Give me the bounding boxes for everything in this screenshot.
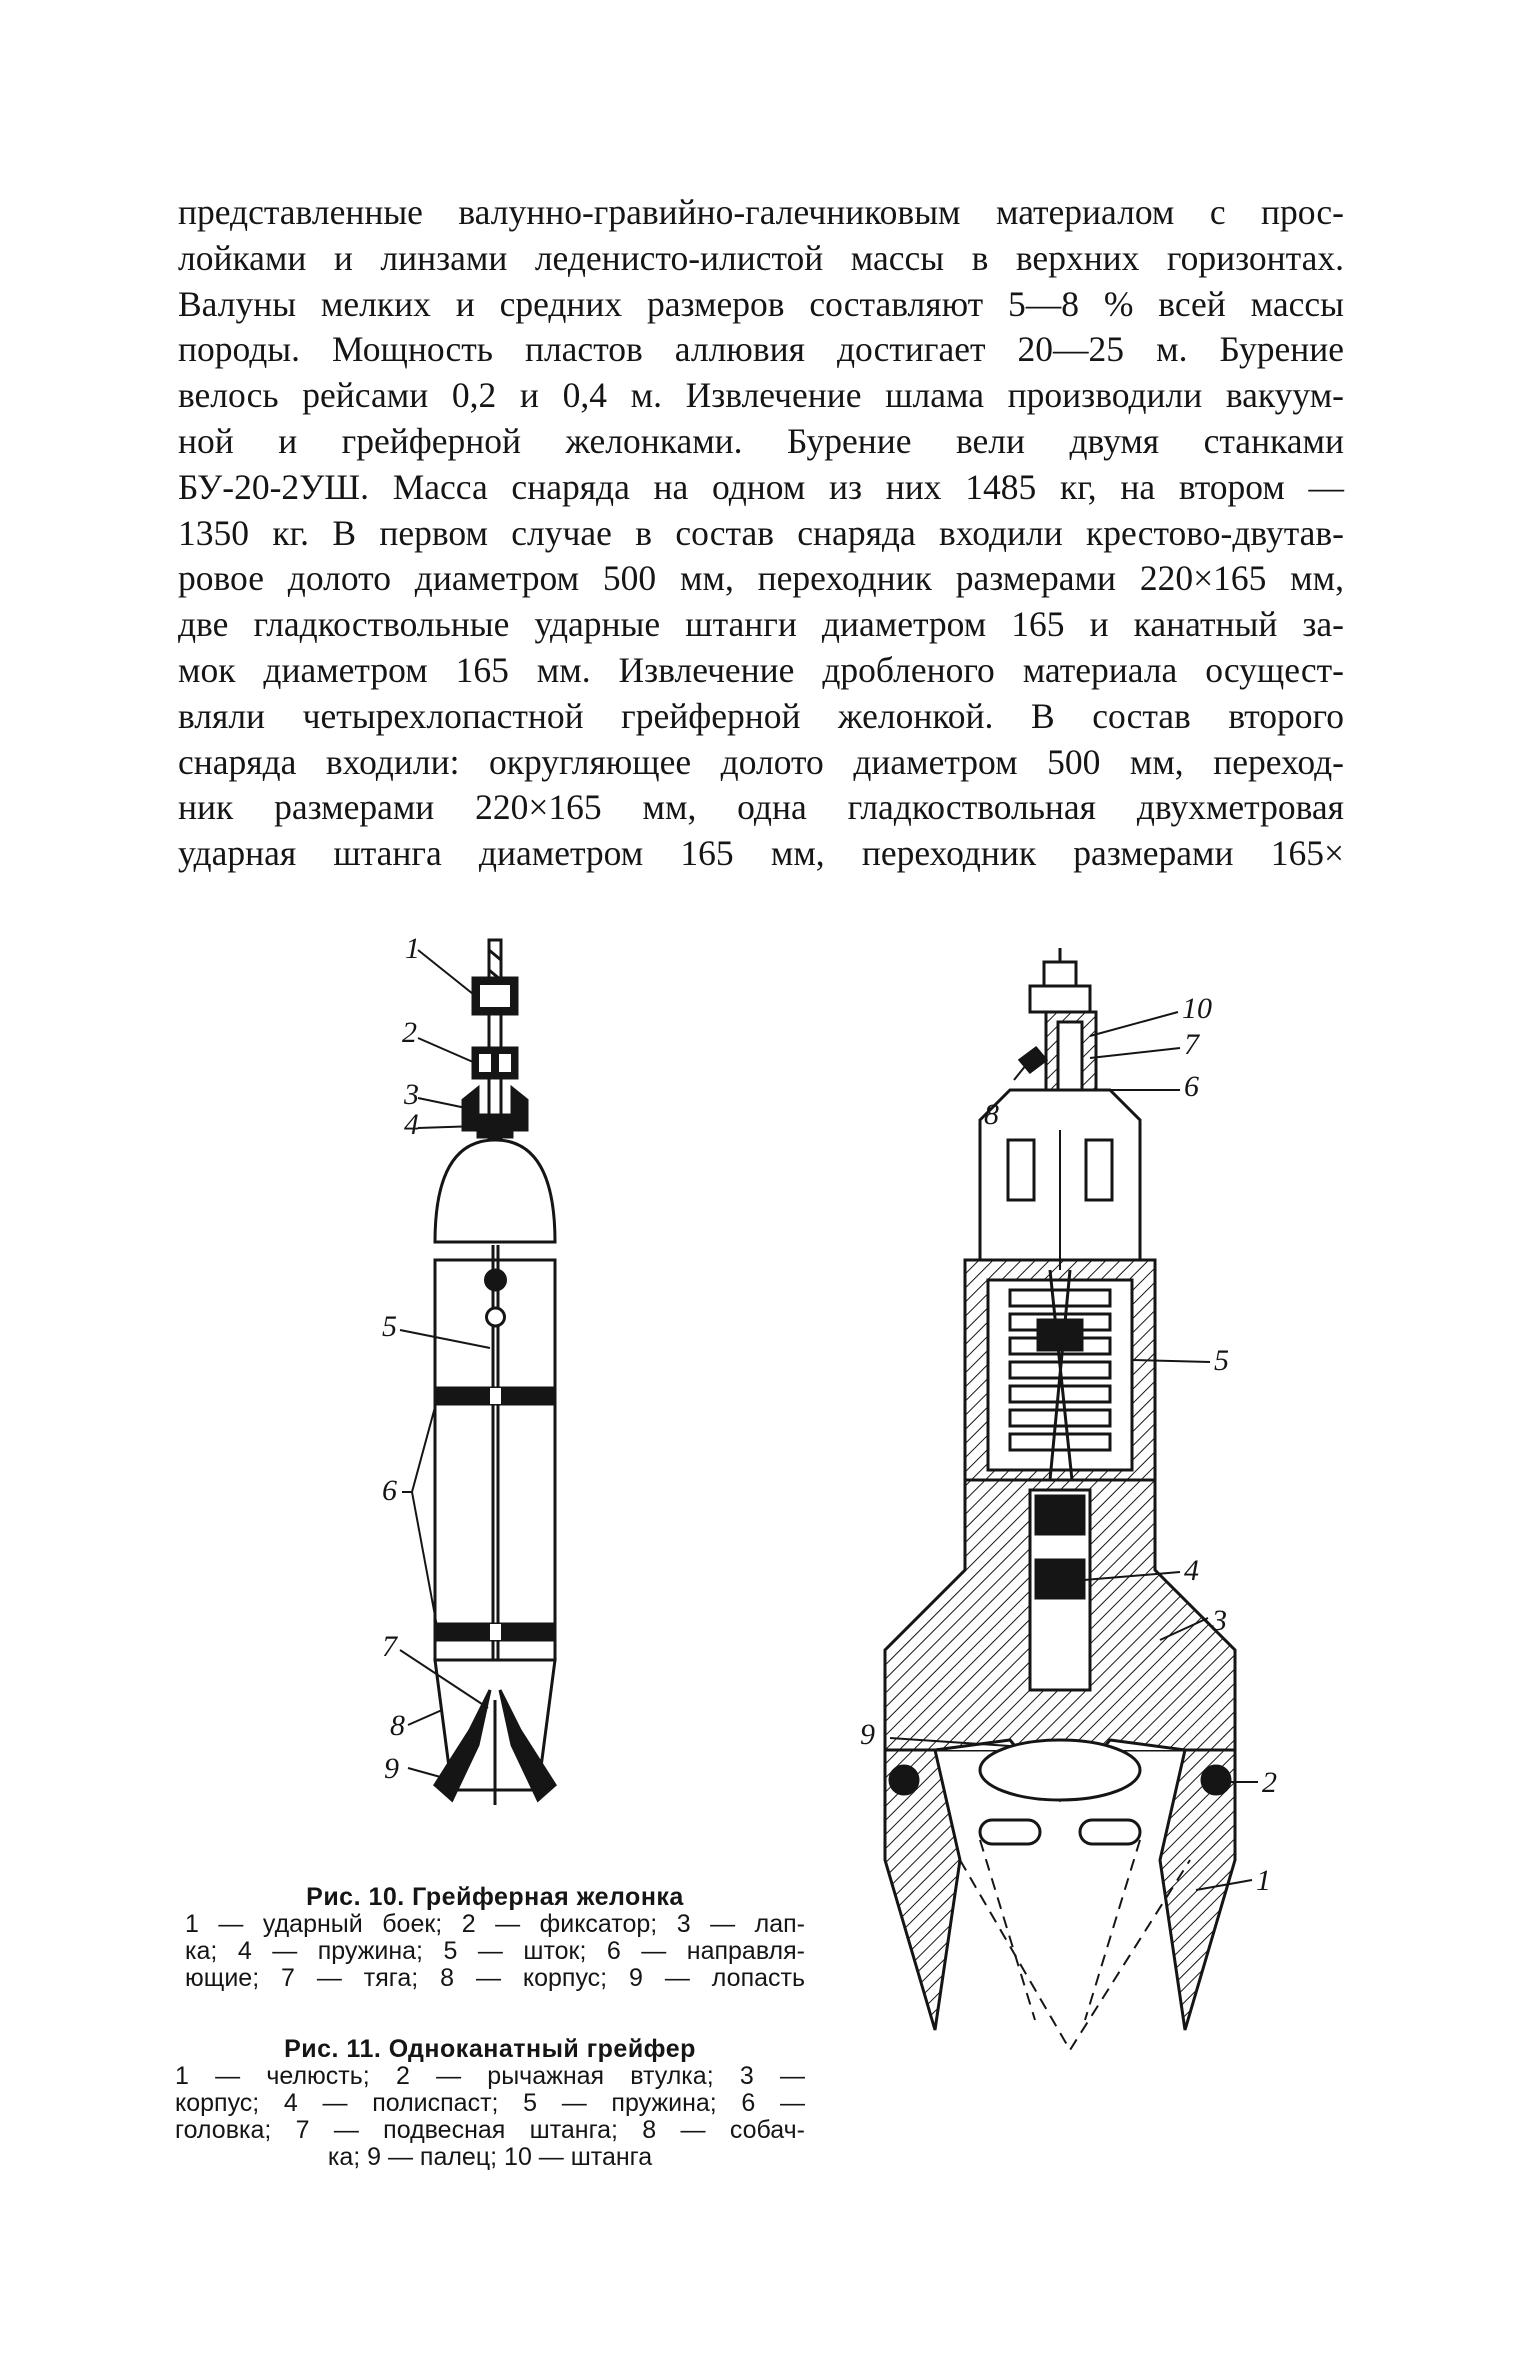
- callout-label: 3: [404, 1078, 419, 1111]
- text-line: представленные валунно-гравийно-галечниковым материалом с прос-: [178, 192, 1344, 232]
- callout-label: 10: [1182, 992, 1212, 1025]
- callout-label: 8: [984, 1098, 999, 1131]
- callout-label: 8: [390, 1709, 405, 1742]
- callout-label: 4: [404, 1108, 419, 1141]
- callout-label: 5: [382, 1310, 397, 1343]
- text-line: ровое долото диаметром 500 мм, переходник размерами 220×165 мм,: [178, 558, 1344, 599]
- callout-label: 6: [382, 1474, 397, 1507]
- figure-10-drawing: [360, 930, 630, 1830]
- figure-11-caption: [175, 2036, 805, 2171]
- callout-label: 5: [1214, 1344, 1229, 1377]
- caption-line: ка; 4 — пружина; 5 — шток; 6 — направля-: [185, 1937, 805, 1965]
- body-text: [178, 190, 1344, 877]
- callout-label: 6: [1184, 1070, 1199, 1103]
- caption-title: Рис. 10. Грейферная желонка: [306, 1883, 684, 1911]
- caption-line: ка; 9 — палец; 10 — штанга: [327, 2143, 653, 2171]
- callout-label: 2: [402, 1016, 417, 1049]
- text-line: лойками и линзами леденисто-илистой массы в верхних горизонтах.: [178, 237, 1344, 278]
- caption-line: корпус; 4 — полиспаст; 5 — пружина; 6 —: [175, 2089, 805, 2117]
- paw-left: [463, 1088, 478, 1130]
- callout-label: 1: [405, 932, 420, 965]
- text-line: БУ-20-2УШ. Масса снаряда на одном из них 1485 кг, на втором —: [178, 466, 1344, 507]
- figure-10-caption: [185, 1884, 805, 1992]
- callout-label: 7: [1184, 1028, 1199, 1061]
- text-line: ной и грейферной желонками. Бурение вели двумя станками: [178, 420, 1344, 461]
- text-line: Валуны мелких и средних размеров составляют 5—8 % всей массы: [178, 283, 1344, 324]
- lever-bushing: [890, 1766, 918, 1794]
- text-line: вляли четырехлопастной грейферной желонкой. В состав второго: [178, 695, 1344, 736]
- callout-label: 9: [384, 1752, 399, 1785]
- text-line: мок диаметром 165 мм. Извлечение дробленого материала осущест-: [178, 649, 1344, 690]
- callout-label: 4: [1184, 1554, 1199, 1587]
- dome: [435, 1140, 555, 1242]
- paw-right: [512, 1088, 527, 1130]
- callout-label: 9: [860, 1718, 875, 1751]
- caption-line: ющие; 7 — тяга; 8 — корпус; 9 — лопасть: [185, 1964, 805, 1992]
- text-line: 1350 кг. В первом случае в состав снаряда входили крестово-двутав-: [178, 512, 1344, 553]
- text-line: велось рейсами 0,2 и 0,4 м. Извлечение шлама производили вакуум-: [178, 375, 1344, 416]
- spring: [478, 1115, 512, 1137]
- head: [1044, 962, 1076, 986]
- text-line: ник размерами 220×165 мм, одна гладкоствольная двухметровая: [178, 787, 1344, 828]
- callout-label: 2: [1262, 1766, 1277, 1799]
- caption-line: 1 — ударный боек; 2 — фиксатор; 3 — лап-: [185, 1910, 805, 1938]
- callout-label: 3: [1212, 1604, 1227, 1637]
- text-line: снаряда входили: округляющее долото диаметром 500 мм, переход-: [178, 741, 1344, 782]
- caption-line: 1 — челюсть; 2 — рычажная втулка; 3 —: [175, 2062, 805, 2090]
- polyspast: [1036, 1496, 1084, 1534]
- text-line: ударная штанга диаметром 165 мм, переходник размерами 165×: [178, 833, 1344, 874]
- text-line: породы. Мощность пластов аллювия достигает 20—25 м. Бурение: [178, 329, 1344, 370]
- caption-line: головка; 7 — подвесная штанга; 8 — собач-: [175, 2116, 805, 2144]
- text-line: две гладкоствольные ударные штанги диаметром 165 и канатный за-: [178, 604, 1344, 645]
- callout-label: 7: [382, 1630, 397, 1663]
- figure-11-drawing: [860, 940, 1310, 2110]
- callout-label: 1: [1256, 1864, 1271, 1897]
- caption-title: Рис. 11. Одноканатный грейфер: [284, 2035, 696, 2063]
